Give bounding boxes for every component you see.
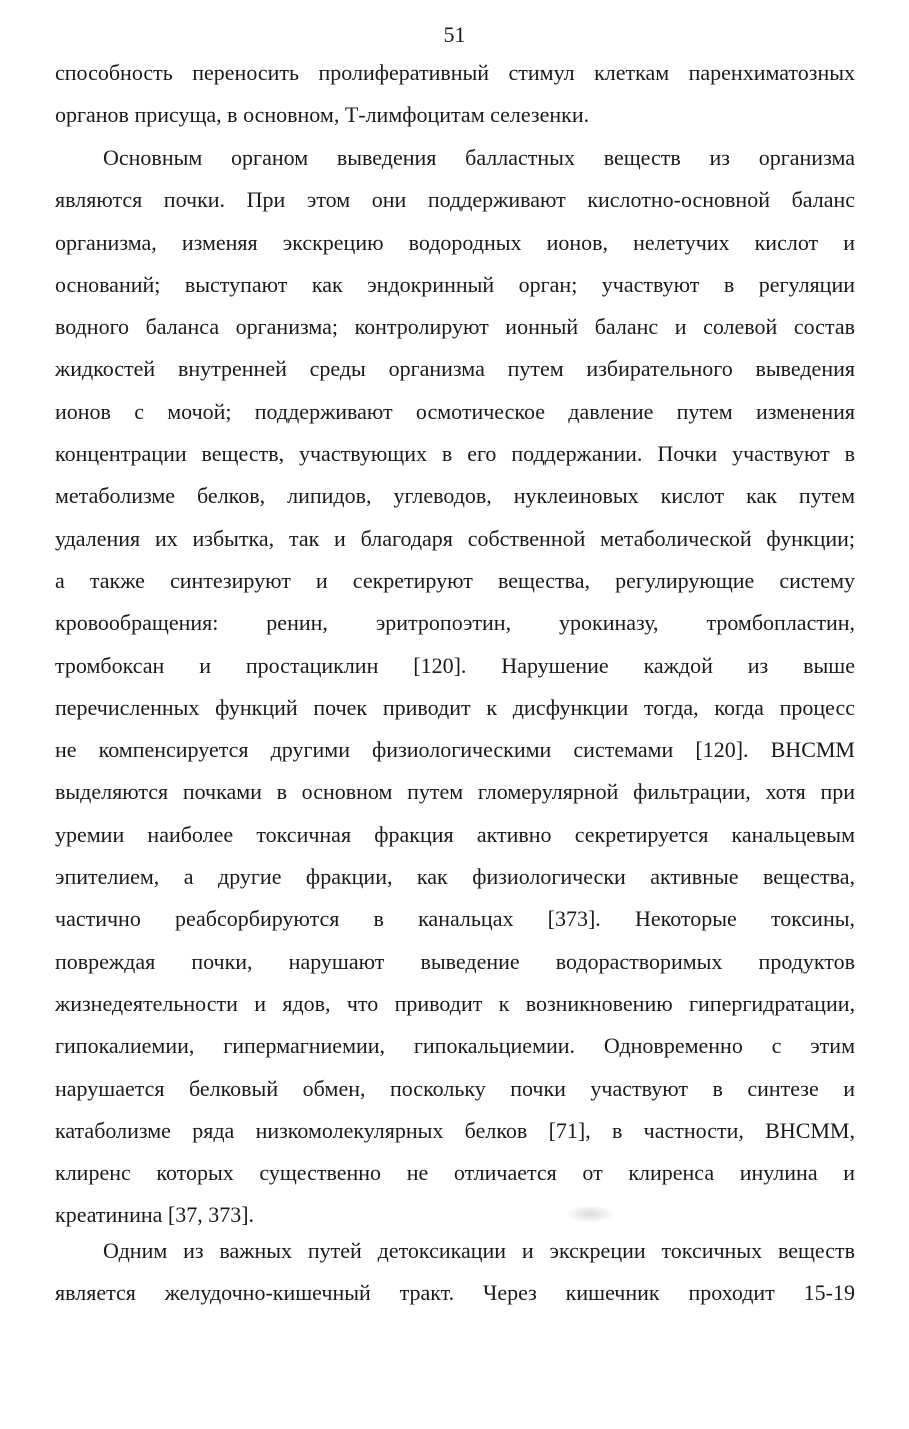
text-line: эпителием, а другие фракции, как физиологически активные вещества, bbox=[55, 864, 855, 890]
text-line: кровообращения: ренин, эритропоэтин, урокиназу, тромбопластин, bbox=[55, 610, 855, 636]
text-line: тромбоксан и простациклин [120]. Нарушение каждой из выше bbox=[55, 652, 855, 678]
text-line: гипокалиемии, гипермагниемии, гипокальциемии. Одновременно с этим bbox=[55, 1033, 855, 1059]
text-line: клиренс которых существенно не отличается от клиренса инулина и bbox=[55, 1160, 855, 1186]
text-line: катаболизме ряда низкомолекулярных белков [71], в частности, ВНСММ, bbox=[55, 1117, 855, 1143]
text-line: нарушается белковый обмен, поскольку почки участвуют в синтезе и bbox=[55, 1075, 855, 1101]
paragraph-1 bbox=[55, 52, 855, 137]
text-line: организма, изменяя экскрецию водородных ионов, нелетучих кислот и bbox=[55, 229, 855, 255]
text-line: водного баланса организма; контролируют ионный баланс и солевой состав bbox=[55, 314, 855, 340]
scan-smudge bbox=[565, 1205, 615, 1223]
page-number: 51 bbox=[443, 22, 466, 47]
text-line: перечисленных функций почек приводит к дисфункции тогда, когда процесс bbox=[55, 694, 855, 720]
text-line: являются почки. При этом они поддерживают кислотно-основной баланс bbox=[55, 187, 855, 213]
text-line: креатинина [37, 373]. bbox=[55, 1202, 255, 1228]
text-line: способность переносить пролиферативный стимул клеткам паренхиматозных bbox=[55, 60, 855, 85]
text-line: жизнедеятельности и ядов, что приводит к возникновению гипергидратации, bbox=[55, 990, 855, 1016]
text-line: жидкостей внутренней среды организма путем избирательного выведения bbox=[55, 356, 855, 382]
paragraph-2 bbox=[55, 137, 855, 1237]
text-line: удаления их избытка, так и благодаря собственной метаболической функции; bbox=[55, 525, 855, 551]
text-line: а также синтезируют и секретируют вещества, регулирующие систему bbox=[55, 567, 855, 593]
paragraph-3 bbox=[55, 1230, 855, 1315]
text-line: ионов с мочой; поддерживают осмотическое давление путем изменения bbox=[55, 398, 855, 424]
text-line: Одним из важных путей детоксикации и экскреции токсичных веществ bbox=[103, 1238, 855, 1263]
text-line: органов присуща, в основном, Т-лимфоцитам селезенки. bbox=[55, 102, 590, 128]
text-line: метаболизме белков, липидов, углеводов, нуклеиновых кислот как путем bbox=[55, 483, 855, 509]
text-line: концентрации веществ, участвующих в его поддержании. Почки участвуют в bbox=[55, 441, 855, 467]
text-line: оснований; выступают как эндокринный орган; участвуют в регуляции bbox=[55, 271, 855, 297]
text-line: частично реабсорбируются в канальцах [373]. Некоторые токсины, bbox=[55, 906, 855, 932]
text-line: выделяются почками в основном путем гломерулярной фильтрации, хотя при bbox=[55, 779, 855, 805]
text-line: Основным органом выведения балластных веществ из организма bbox=[103, 145, 855, 170]
text-line: является желудочно-кишечный тракт. Через кишечник проходит 15-19 bbox=[55, 1280, 855, 1306]
text-line: повреждая почки, нарушают выведение водорастворимых продуктов bbox=[55, 948, 855, 974]
text-line: уремии наиболее токсичная фракция активно секретируется канальцевым bbox=[55, 821, 855, 847]
text-line: не компенсируется другими физиологическими системами [120]. ВНСММ bbox=[55, 737, 855, 763]
